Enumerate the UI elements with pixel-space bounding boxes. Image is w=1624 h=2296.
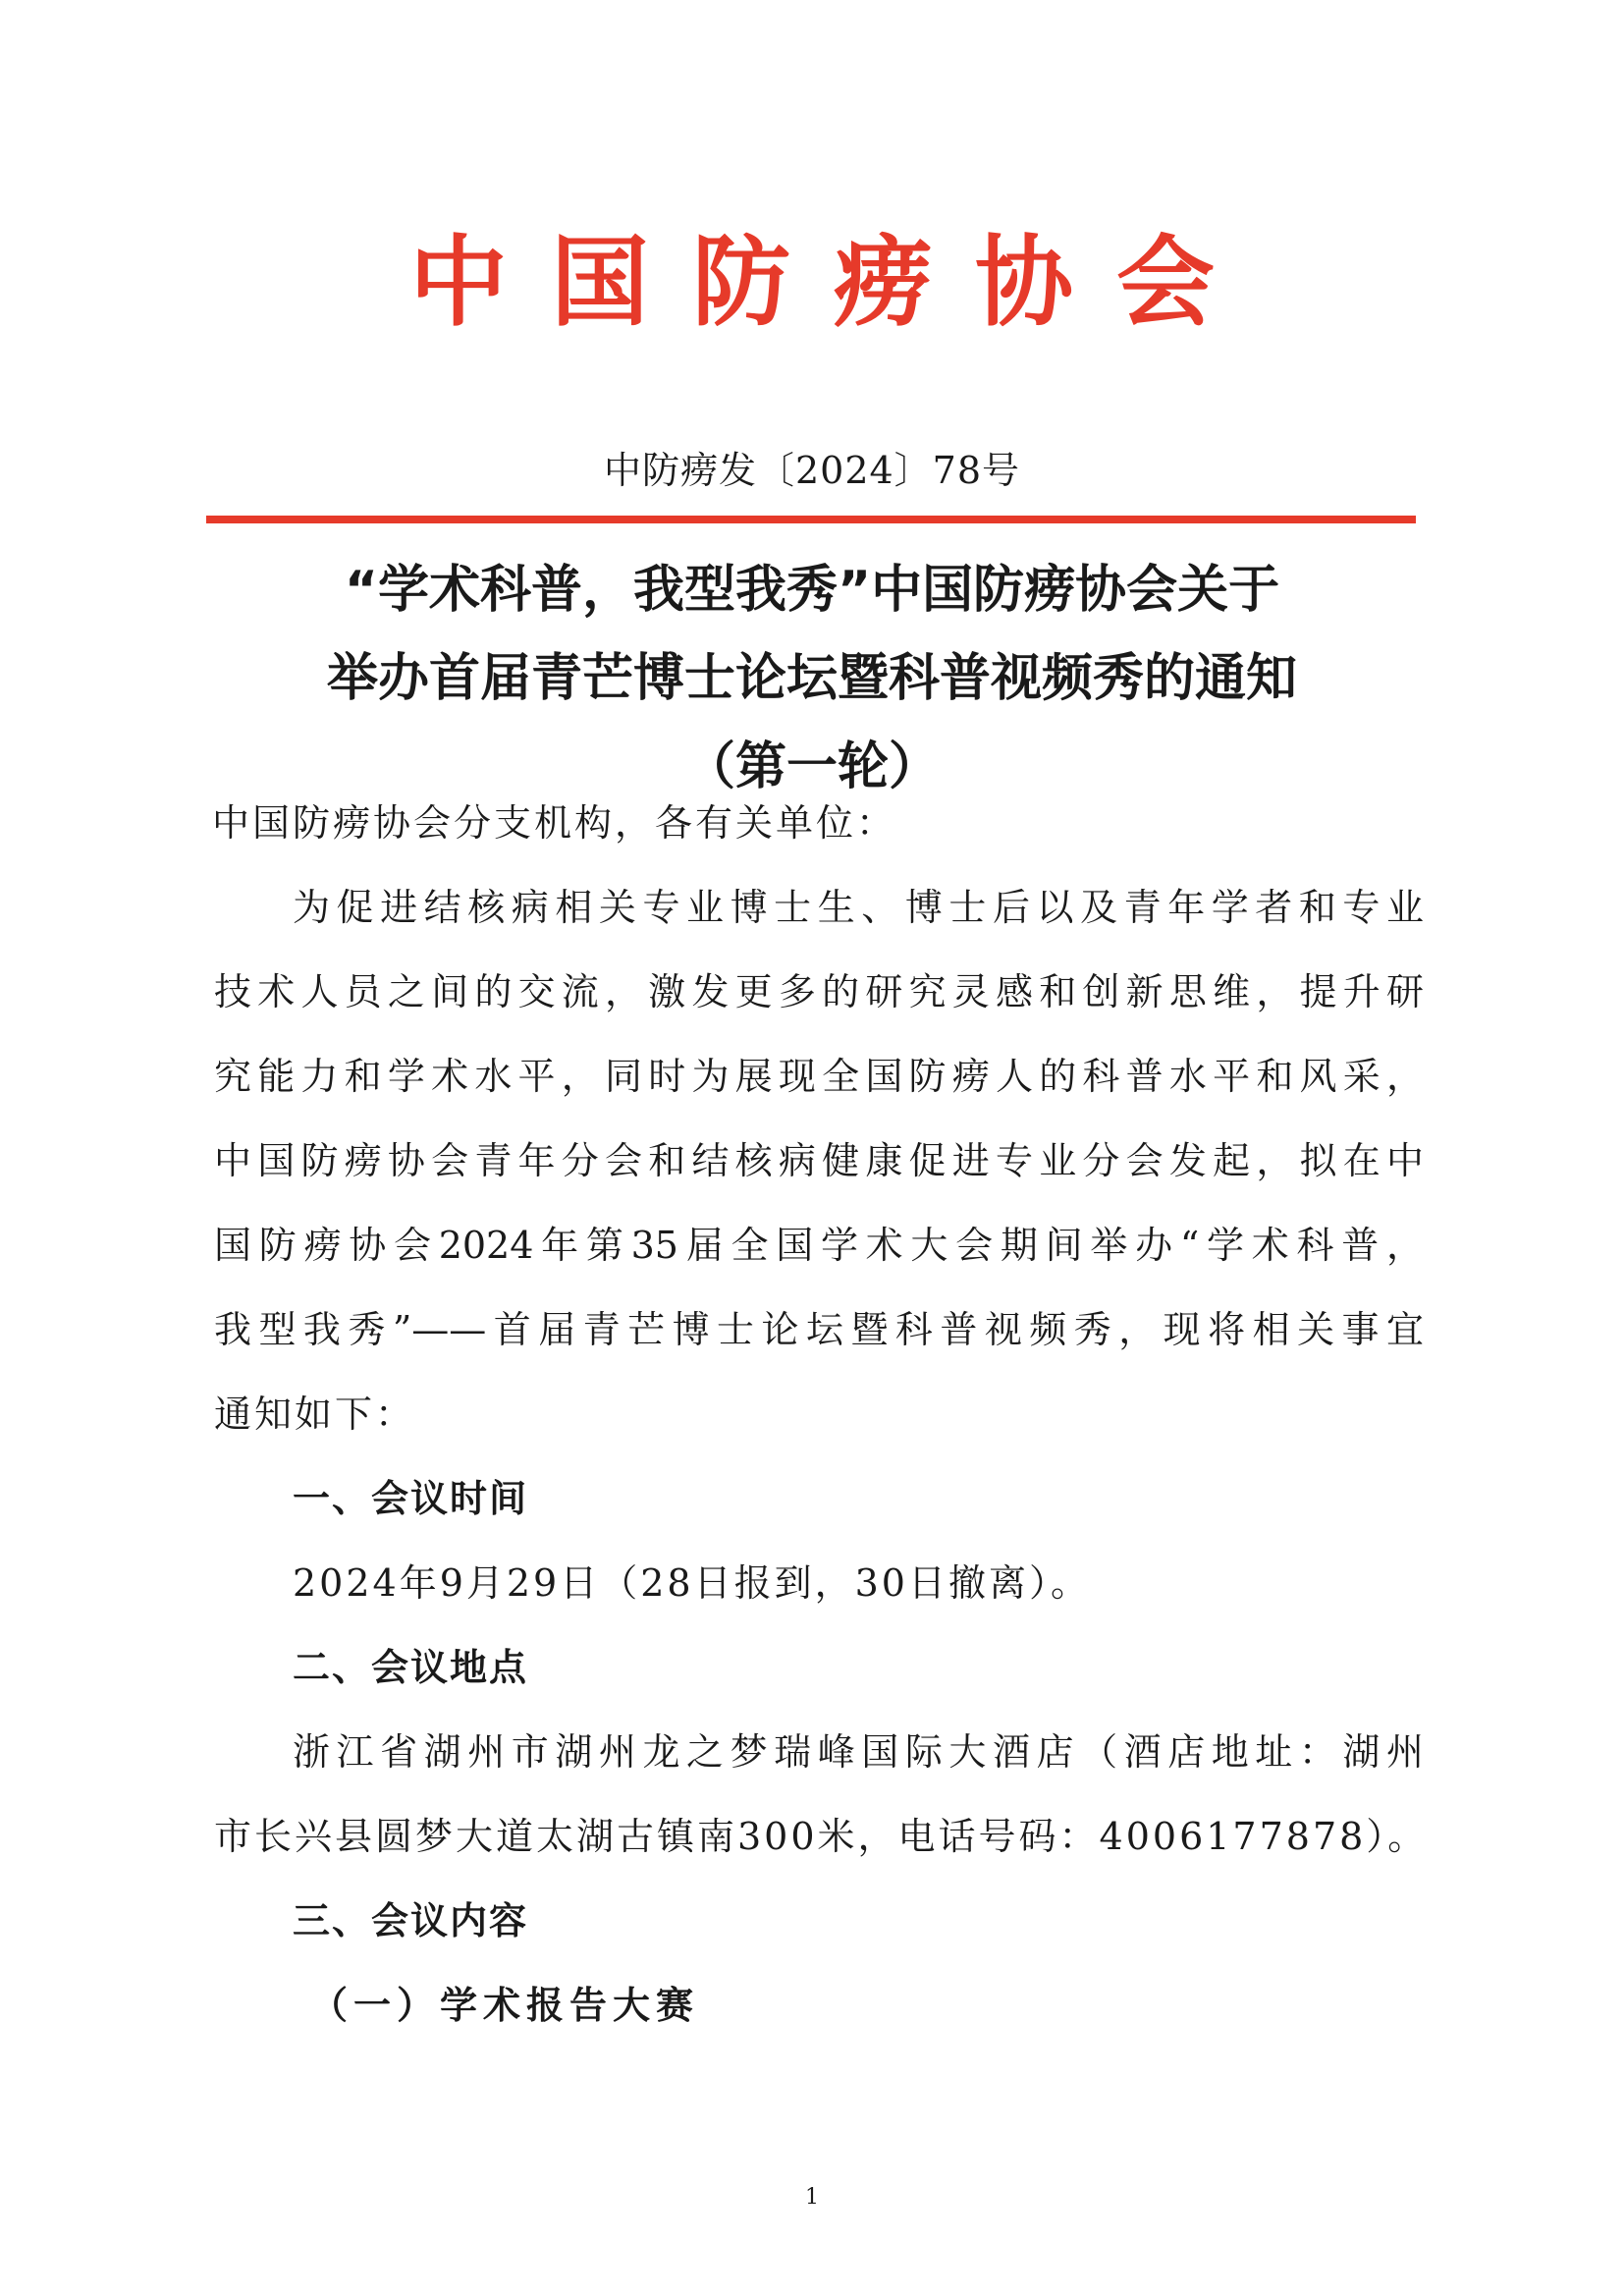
notice-body: [212, 781, 1429, 2048]
intro-line-4: 中国防痨协会青年分会和结核病健康促进专业分会发起，拟在中: [214, 1139, 1424, 1182]
notice-title: [0, 546, 1624, 811]
page-number: 1: [805, 2185, 819, 2210]
masthead-title: 中国防痨协会: [409, 225, 1258, 340]
section-heading-content: 三、会议内容: [293, 1899, 529, 1942]
section-heading-location: 二、会议地点: [293, 1646, 529, 1689]
location-line-1: 浙江省湖州市湖州龙之梦瑞峰国际大酒店（酒店地址：湖州: [293, 1730, 1424, 1774]
section-heading-time: 一、会议时间: [293, 1477, 529, 1520]
subsection-heading-academic-contest: （一）学术报告大赛: [310, 1984, 700, 2027]
title-line-2: 举办首届青芒博士论坛暨科普视频秀的通知: [326, 649, 1297, 708]
intro-line-7: 通知如下：: [214, 1393, 416, 1436]
document-number: 中防痨发〔2024〕78号: [603, 449, 1021, 492]
title-line-1: “学术科普，我型我秀”中国防痨协会关于: [344, 561, 1280, 620]
red-divider-line: [206, 516, 1416, 523]
intro-line-1: 为促进结核病相关专业博士生、博士后以及青年学者和专业: [293, 886, 1424, 929]
meeting-time-text: 2024年9月29日（28日报到，30日撤离）。: [293, 1561, 1091, 1605]
intro-line-2: 技术人员之间的交流，激发更多的研究灵感和创新思维，提升研: [214, 970, 1424, 1013]
intro-line-5: 国防痨协会2024年第35届全国学术大会期间举办“学术科普，: [214, 1224, 1424, 1267]
intro-line-3: 究能力和学术水平，同时为展现全国防痨人的科普水平和风采，: [214, 1055, 1424, 1098]
salutation: 中国防痨协会分支机构，各有关单位：: [212, 801, 897, 845]
location-line-2: 市长兴县圆梦大道太湖古镇南300米，电话号码：4006177878）。: [214, 1815, 1429, 1858]
intro-line-6: 我型我秀”——首届青芒博士论坛暨科普视频秀，现将相关事宜: [214, 1308, 1424, 1351]
title-line-3: （第一轮）: [683, 738, 940, 796]
